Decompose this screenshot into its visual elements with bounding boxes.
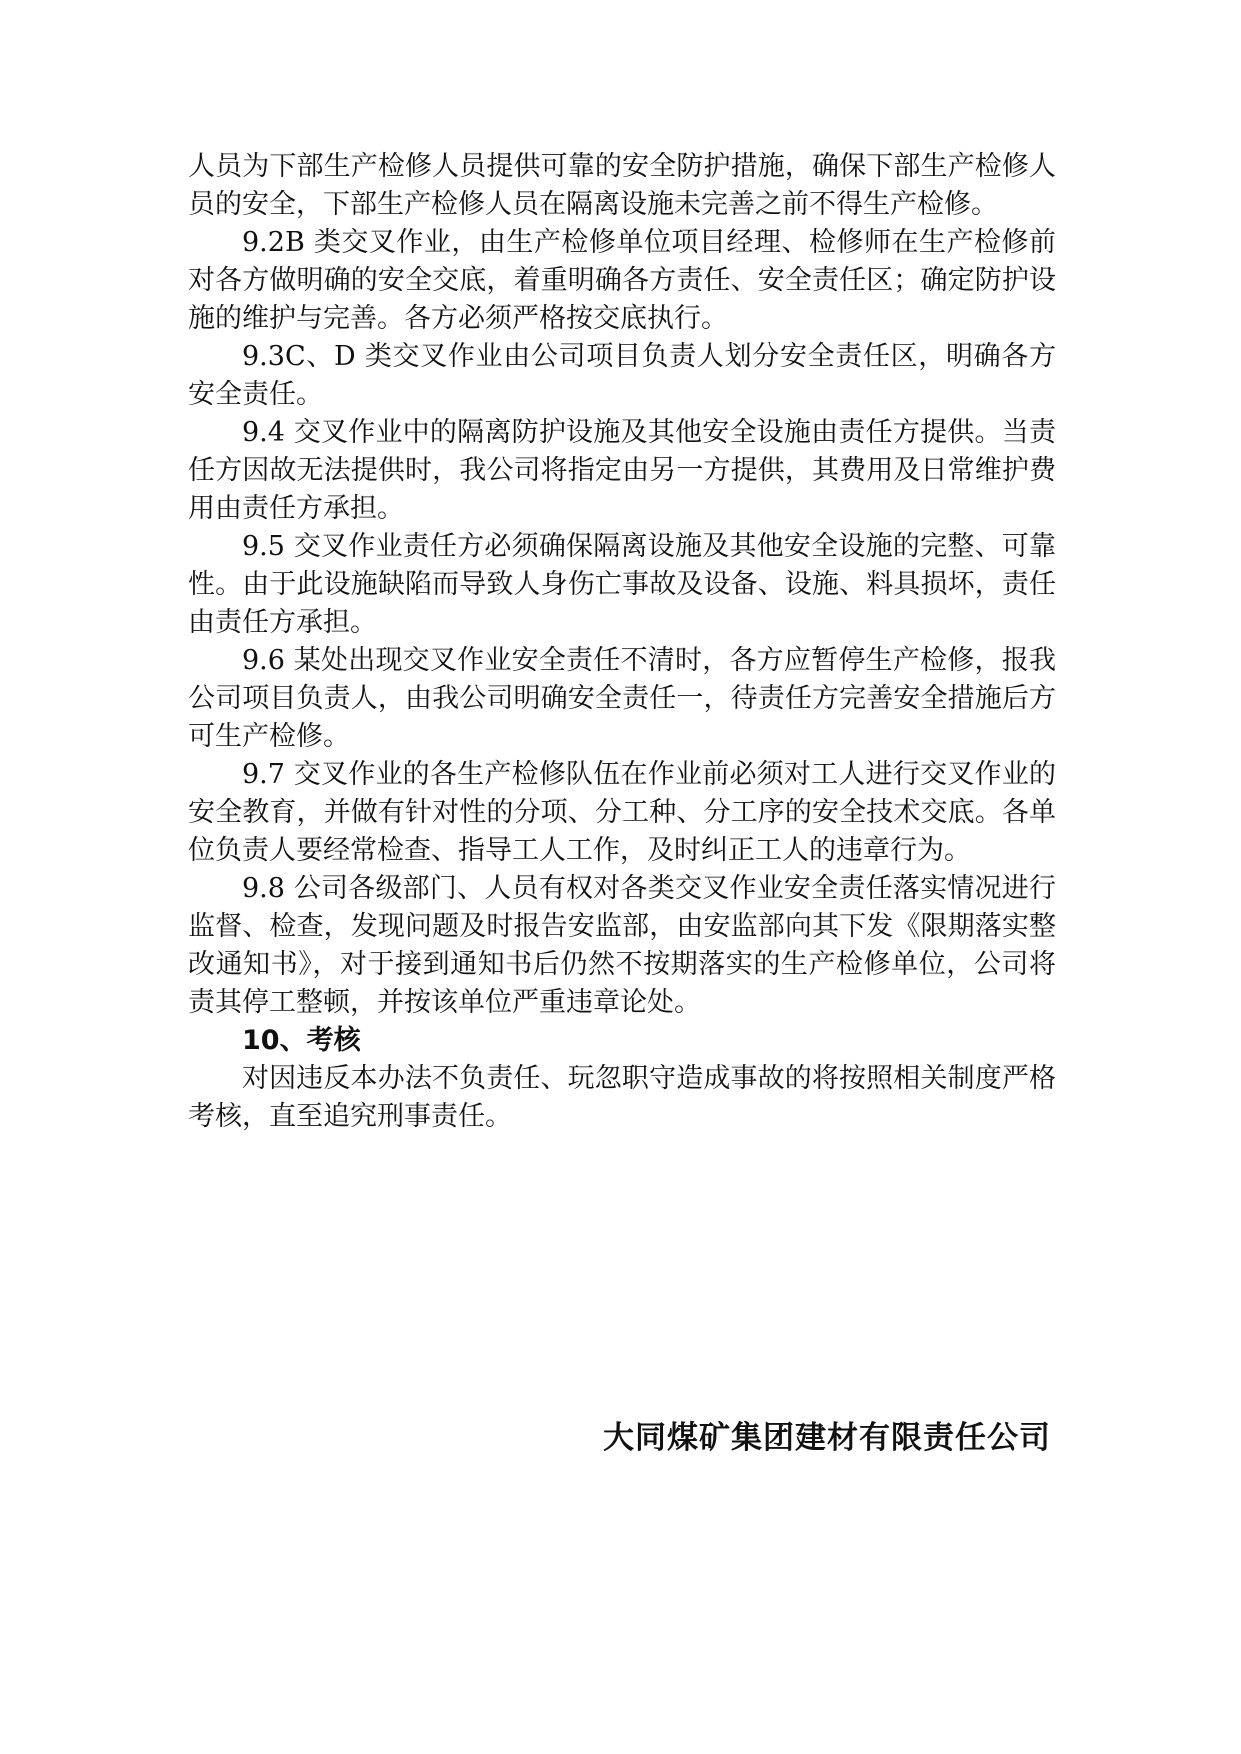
paragraph-9-4: 9.4 交叉作业中的隔离防护设施及其他安全设施由责任方提供。当责任方因故无法提供时，我公司将指定由另一方提供，其费用及日常维护费用由责任方承担。	[188, 417, 1056, 524]
paragraph-9-3: 9.3C、D 类交叉作业由公司项目负责人划分安全责任区，明确各方安全责任。	[188, 341, 1056, 410]
paragraph-9-6: 9.6 某处出现交叉作业安全责任不清时，各方应暂停生产检修，报我公司项目负责人，由我公司明确安全责任一，待责任方完善安全措施后方可生产检修。	[188, 645, 1056, 752]
paragraph-9-2: 9.2B 类交叉作业，由生产检修单位项目经理、检修师在生产检修前对各方做明确的安全交底，着重明确各方责任、安全责任区；确定防护设施的维护与完善。各方必须严格按交底执行。	[188, 227, 1056, 334]
paragraph-9-5: 9.5 交叉作业责任方必须确保隔离设施及其他安全设施的完整、可靠性。由于此设施缺陷而导致人身伤亡事故及设备、设施、料具损坏，责任由责任方承担。	[188, 531, 1056, 638]
company-signature: 大同煤矿集团建材有限责任公司	[603, 1420, 1051, 1456]
paragraph-9-7: 9.7 交叉作业的各生产检修队伍在作业前必须对工人进行交叉作业的安全教育，并做有针对性的分项、分工种、分工序的安全技术交底。各单位负责人要经常检查、指导工人工作，及时纠正工人的违章行为。	[188, 759, 1056, 866]
paragraph-assessment: 对因违反本办法不负责任、玩忽职守造成事故的将按照相关制度严格考核，直至追究刑事责任。	[188, 1063, 1056, 1132]
document-body	[188, 148, 1056, 1136]
paragraph-continuation: 人员为下部生产检修人员提供可靠的安全防护措施，确保下部生产检修人员的安全，下部生产检修人员在隔离设施未完善之前不得生产检修。	[188, 151, 1056, 220]
section-heading-assessment: 10、考核	[242, 1025, 361, 1056]
paragraph-9-8: 9.8 公司各级部门、人员有权对各类交叉作业安全责任落实情况进行监督、检查，发现问题及时报告安监部，由安监部向其下发《限期落实整改通知书》，对于接到通知书后仍然不按期落实的生产检修单位，公司将责其停工整顿，并按该单位严重违章论处。	[188, 873, 1056, 1018]
